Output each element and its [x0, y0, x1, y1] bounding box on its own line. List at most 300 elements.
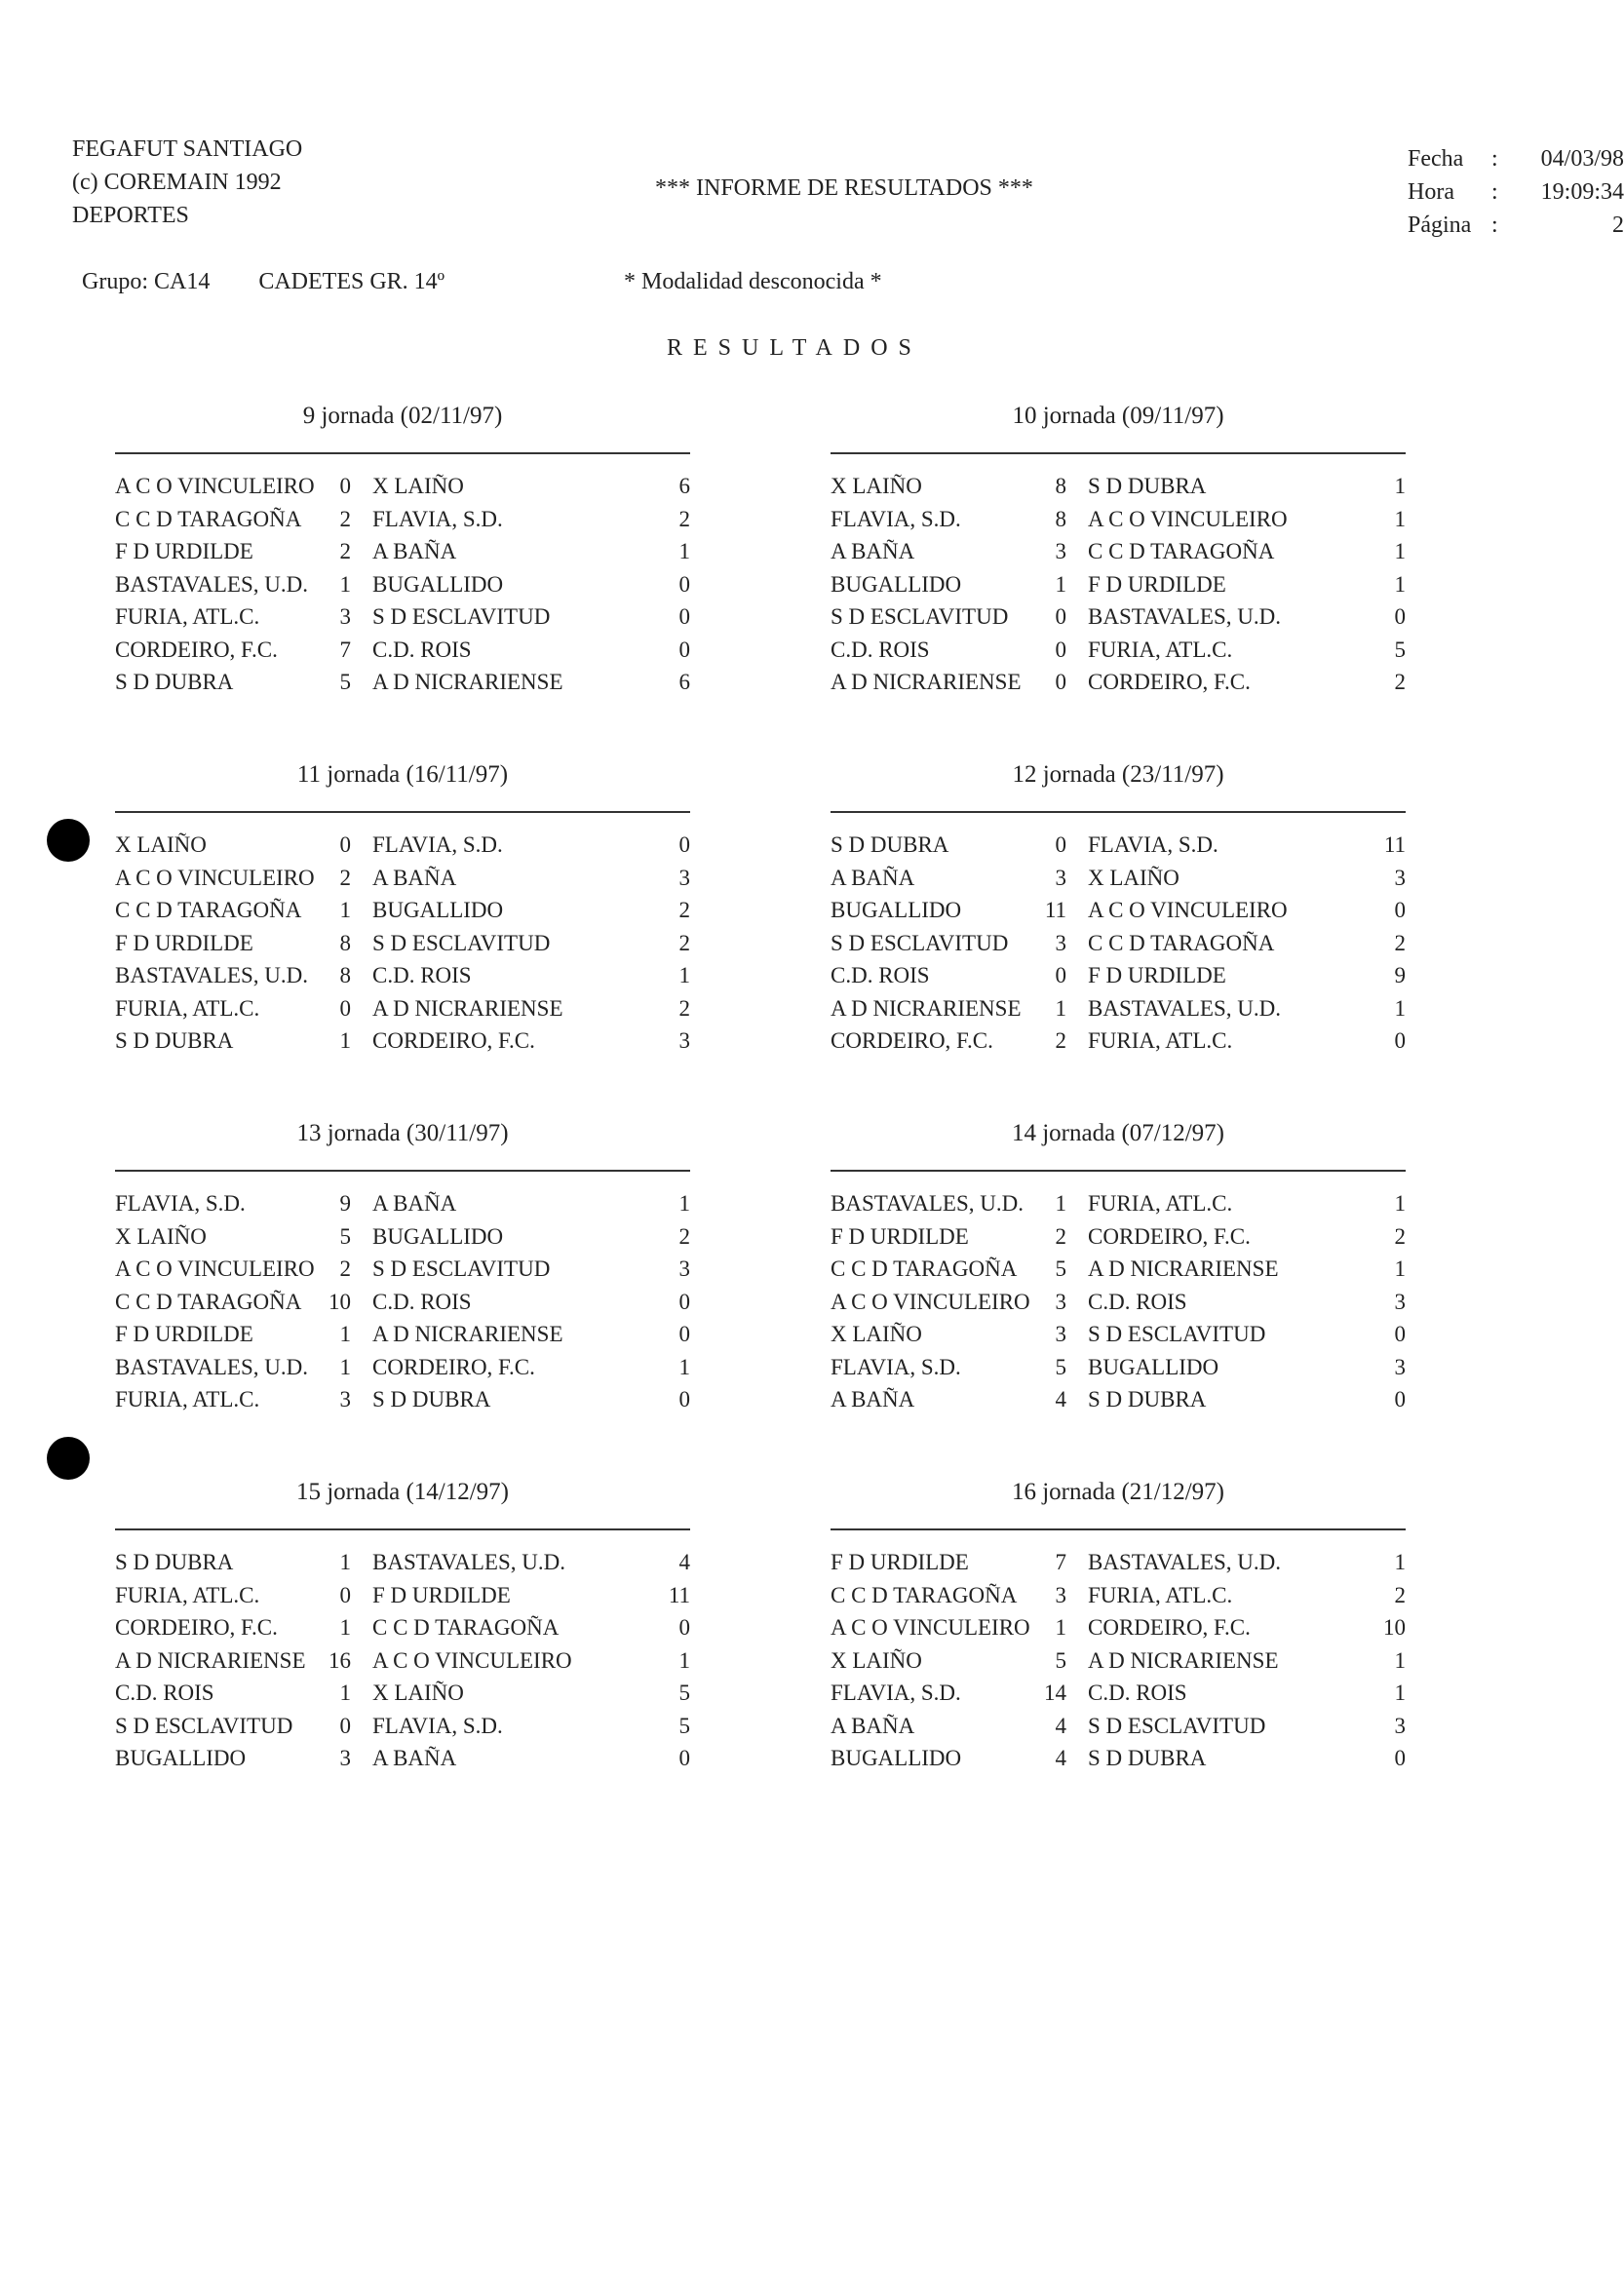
home-score: 0 — [1055, 604, 1066, 629]
match-row — [115, 1677, 690, 1710]
away-score: 0 — [1394, 898, 1406, 922]
match-row — [831, 1286, 1406, 1319]
away-team: BASTAVALES, U.D. — [1088, 1550, 1281, 1574]
match-row — [831, 1710, 1406, 1743]
home-score: 0 — [339, 995, 351, 1021]
home-score: 5 — [1055, 1354, 1066, 1379]
away-score: 2 — [1394, 930, 1406, 955]
home-score: 11 — [1044, 898, 1066, 922]
meta-page-label: Página — [1408, 213, 1472, 238]
home-score: 2 — [339, 1256, 351, 1281]
match-row — [831, 1742, 1406, 1775]
home-team: FURIA, ATL.C. — [115, 1582, 260, 1607]
match-row — [831, 862, 1406, 895]
home-team: A C O VINCULEIRO — [115, 474, 315, 498]
match-row — [831, 1383, 1406, 1416]
away-score: 11 — [1383, 832, 1406, 857]
home-score: 3 — [1055, 1322, 1066, 1346]
home-score: 2 — [1055, 1028, 1066, 1053]
home-team: C.D. ROIS — [831, 637, 930, 662]
home-team: S D ESCLAVITUD — [115, 1713, 293, 1738]
match-row — [115, 1253, 690, 1286]
match-row — [831, 503, 1406, 536]
home-score: 7 — [339, 637, 351, 662]
away-team: CORDEIRO, F.C. — [1088, 670, 1251, 694]
away-score: 0 — [1394, 604, 1406, 629]
modality-line: * Modalidad desconocida * — [624, 269, 882, 294]
away-team: C.D. ROIS — [1088, 1681, 1187, 1705]
away-score: 0 — [1394, 1322, 1406, 1346]
away-score: 1 — [1394, 1681, 1406, 1705]
home-score: 0 — [339, 1582, 351, 1607]
home-team: F D URDILDE — [115, 539, 253, 563]
match-row — [831, 535, 1406, 568]
away-team: A D NICRARIENSE — [372, 995, 563, 1021]
match-row — [831, 470, 1406, 503]
meta-separator: : — [1491, 146, 1498, 172]
away-score: 0 — [1394, 1028, 1406, 1053]
home-score: 8 — [1055, 474, 1066, 498]
home-team: FLAVIA, S.D. — [831, 506, 961, 531]
away-score: 4 — [678, 1550, 690, 1574]
match-row — [115, 634, 690, 667]
away-score: 6 — [678, 474, 690, 498]
away-score: 2 — [1394, 1223, 1406, 1249]
match-row — [831, 568, 1406, 601]
home-team: CORDEIRO, F.C. — [831, 1028, 993, 1053]
away-team: A C O VINCULEIRO — [1088, 898, 1288, 922]
meta-date-value: 04/03/98 — [1540, 146, 1624, 172]
home-team: C C D TARAGOÑA — [831, 1256, 1018, 1281]
home-team: BUGALLIDO — [115, 1746, 247, 1770]
match-row — [115, 470, 690, 503]
jornada-divider — [831, 1528, 1406, 1530]
home-score: 1 — [1055, 571, 1066, 597]
away-team: CORDEIRO, F.C. — [372, 1028, 535, 1053]
meta-time-value: 19:09:34 — [1540, 179, 1624, 205]
home-team: A D NICRARIENSE — [831, 995, 1022, 1021]
match-row — [115, 1025, 690, 1058]
home-score: 2 — [1055, 1223, 1066, 1249]
home-team: C C D TARAGOÑA — [115, 898, 302, 922]
match-list — [115, 829, 690, 1058]
home-score: 4 — [1055, 1713, 1066, 1738]
home-team: FLAVIA, S.D. — [831, 1354, 961, 1379]
away-team: C.D. ROIS — [372, 1289, 472, 1314]
away-team: X LAIÑO — [372, 474, 464, 498]
away-score: 6 — [678, 670, 690, 694]
home-team: S D ESCLAVITUD — [831, 930, 1009, 955]
org-name: FEGAFUT SANTIAGO — [72, 136, 303, 162]
away-score: 1 — [1394, 539, 1406, 563]
home-team: A C O VINCULEIRO — [115, 865, 315, 890]
match-row — [831, 634, 1406, 667]
home-team: FLAVIA, S.D. — [115, 1191, 246, 1216]
away-score: 0 — [678, 1387, 690, 1411]
home-score: 7 — [1055, 1550, 1066, 1574]
away-score: 5 — [678, 1713, 690, 1738]
match-list — [115, 1187, 690, 1416]
match-row — [831, 1677, 1406, 1710]
home-score: 0 — [1055, 637, 1066, 662]
away-team: C C D TARAGOÑA — [372, 1615, 560, 1640]
match-row — [831, 1187, 1406, 1220]
home-score: 3 — [1055, 930, 1066, 955]
home-team: BASTAVALES, U.D. — [831, 1191, 1024, 1216]
home-team: C C D TARAGOÑA — [831, 1582, 1018, 1607]
match-row — [831, 1546, 1406, 1579]
away-score: 1 — [678, 539, 690, 563]
away-score: 3 — [678, 1256, 690, 1281]
home-score: 14 — [1044, 1681, 1066, 1705]
away-team: C.D. ROIS — [372, 963, 472, 987]
meta-date — [1408, 142, 1624, 175]
away-team: A BAÑA — [372, 1746, 457, 1770]
home-score: 5 — [339, 670, 351, 694]
home-team: A C O VINCULEIRO — [831, 1615, 1030, 1640]
home-team: F D URDILDE — [115, 1322, 253, 1346]
away-team: C C D TARAGOÑA — [1088, 539, 1275, 563]
away-team: BUGALLIDO — [1088, 1354, 1219, 1379]
jornada-divider — [115, 452, 690, 454]
away-team: A D NICRARIENSE — [1088, 1256, 1279, 1281]
away-team: S D DUBRA — [1088, 1746, 1207, 1770]
away-score: 2 — [678, 995, 690, 1021]
meta-date-label: Fecha — [1408, 146, 1464, 172]
away-team: A C O VINCULEIRO — [372, 1647, 572, 1673]
away-score: 0 — [678, 571, 690, 597]
match-row — [831, 959, 1406, 992]
home-score: 3 — [339, 1746, 351, 1770]
home-score: 1 — [339, 1322, 351, 1346]
jornada-divider — [831, 1170, 1406, 1172]
away-team: S D DUBRA — [372, 1387, 491, 1411]
home-score: 3 — [1055, 1289, 1066, 1314]
match-row — [831, 1220, 1406, 1254]
report-meta — [1408, 142, 1624, 242]
away-score: 2 — [678, 1223, 690, 1249]
home-score: 0 — [339, 1713, 351, 1738]
home-score: 8 — [1055, 506, 1066, 531]
match-row — [831, 600, 1406, 634]
away-score: 1 — [678, 1354, 690, 1379]
home-score: 4 — [1055, 1387, 1066, 1411]
away-team: FURIA, ATL.C. — [1088, 1582, 1233, 1607]
match-row — [115, 959, 690, 992]
home-score: 1 — [1055, 1615, 1066, 1640]
home-team: A D NICRARIENSE — [831, 670, 1022, 694]
match-row — [115, 1220, 690, 1254]
section-title: RESULTADOS — [667, 335, 922, 361]
home-team: BASTAVALES, U.D. — [115, 571, 308, 597]
away-team: S D DUBRA — [1088, 1387, 1207, 1411]
jornada-divider — [115, 811, 690, 813]
match-row — [831, 829, 1406, 862]
match-row — [115, 1318, 690, 1351]
group-category: CADETES GR. 14º — [258, 269, 445, 294]
home-team: S D DUBRA — [115, 1028, 234, 1053]
match-row — [115, 1546, 690, 1579]
away-score: 2 — [678, 898, 690, 922]
home-score: 2 — [339, 539, 351, 563]
away-team: CORDEIRO, F.C. — [1088, 1615, 1251, 1640]
match-row — [115, 1742, 690, 1775]
away-team: CORDEIRO, F.C. — [1088, 1223, 1251, 1249]
jornada-title: 9 jornada (02/11/97) — [302, 403, 503, 429]
away-score: 1 — [1394, 995, 1406, 1021]
match-row — [831, 1025, 1406, 1058]
away-team: S D ESCLAVITUD — [372, 930, 551, 955]
home-score: 1 — [339, 1615, 351, 1640]
home-score: 3 — [1055, 539, 1066, 563]
home-team: S D ESCLAVITUD — [831, 604, 1009, 629]
away-team: A D NICRARIENSE — [372, 1322, 563, 1346]
home-team: FURIA, ATL.C. — [115, 1387, 260, 1411]
home-team: F D URDILDE — [831, 1223, 969, 1249]
home-team: S D DUBRA — [831, 832, 949, 857]
away-score: 3 — [1394, 1713, 1406, 1738]
home-score: 8 — [339, 963, 351, 987]
match-row — [115, 535, 690, 568]
home-score: 10 — [329, 1289, 351, 1314]
home-score: 8 — [339, 930, 351, 955]
home-team: A BAÑA — [831, 865, 915, 890]
away-score: 5 — [1394, 637, 1406, 662]
away-team: A BAÑA — [372, 1191, 457, 1216]
away-team: X LAIÑO — [1088, 865, 1179, 890]
jornada-title: 10 jornada (09/11/97) — [1012, 403, 1224, 429]
home-score: 5 — [1055, 1647, 1066, 1673]
away-team: C.D. ROIS — [1088, 1289, 1187, 1314]
group-label: Grupo: CA14 — [82, 269, 211, 294]
copyright-line: (c) COREMAIN 1992 — [72, 170, 282, 195]
home-team: S D DUBRA — [115, 1550, 234, 1574]
home-team: S D DUBRA — [115, 670, 234, 694]
away-team: F D URDILDE — [1088, 571, 1226, 597]
away-team: A BAÑA — [372, 539, 457, 563]
match-row — [831, 1611, 1406, 1644]
away-score: 0 — [678, 637, 690, 662]
away-team: C.D. ROIS — [372, 637, 472, 662]
home-team: FLAVIA, S.D. — [831, 1681, 961, 1705]
home-team: A D NICRARIENSE — [115, 1647, 306, 1673]
home-team: A BAÑA — [831, 1387, 915, 1411]
away-team: A C O VINCULEIRO — [1088, 506, 1288, 531]
match-row — [115, 829, 690, 862]
department-line: DEPORTES — [72, 203, 189, 228]
home-score: 0 — [339, 474, 351, 498]
away-score: 11 — [668, 1582, 690, 1607]
home-score: 1 — [339, 1354, 351, 1379]
home-team: F D URDILDE — [115, 930, 253, 955]
home-team: X LAIÑO — [831, 474, 922, 498]
match-row — [831, 894, 1406, 927]
home-score: 1 — [339, 1550, 351, 1574]
match-row — [115, 862, 690, 895]
match-row — [115, 503, 690, 536]
away-team: A BAÑA — [372, 865, 457, 890]
home-score: 0 — [1055, 832, 1066, 857]
home-team: F D URDILDE — [831, 1550, 969, 1574]
away-team: F D URDILDE — [1088, 963, 1226, 987]
match-row — [115, 927, 690, 960]
home-team: FURIA, ATL.C. — [115, 604, 260, 629]
home-score: 0 — [1055, 963, 1066, 987]
match-row — [115, 600, 690, 634]
home-score: 16 — [329, 1647, 351, 1673]
home-team: BASTAVALES, U.D. — [115, 1354, 308, 1379]
home-score: 1 — [1055, 995, 1066, 1021]
meta-time — [1408, 175, 1624, 209]
home-score: 1 — [1055, 1191, 1066, 1216]
home-score: 9 — [339, 1191, 351, 1216]
away-score: 1 — [1394, 1191, 1406, 1216]
away-score: 1 — [678, 963, 690, 987]
away-team: X LAIÑO — [372, 1681, 464, 1705]
away-team: FLAVIA, S.D. — [372, 832, 503, 857]
away-team: FURIA, ATL.C. — [1088, 637, 1233, 662]
match-row — [831, 1253, 1406, 1286]
home-team: CORDEIRO, F.C. — [115, 1615, 278, 1640]
away-team: FURIA, ATL.C. — [1088, 1028, 1233, 1053]
away-score: 1 — [1394, 571, 1406, 597]
away-team: FLAVIA, S.D. — [1088, 832, 1218, 857]
away-score: 0 — [678, 1322, 690, 1346]
away-score: 3 — [678, 1028, 690, 1053]
jornada-title: 13 jornada (30/11/97) — [296, 1120, 509, 1146]
home-team: X LAIÑO — [115, 1223, 207, 1249]
meta-separator: : — [1491, 213, 1498, 238]
jornada-title: 16 jornada (21/12/97) — [1011, 1479, 1224, 1505]
match-row — [831, 1318, 1406, 1351]
away-score: 1 — [1394, 474, 1406, 498]
match-row — [115, 1710, 690, 1743]
match-list — [115, 1546, 690, 1775]
home-team: X LAIÑO — [115, 832, 207, 857]
match-list — [831, 470, 1406, 699]
away-team: F D URDILDE — [372, 1582, 511, 1607]
away-score: 0 — [1394, 1387, 1406, 1411]
match-row — [115, 1579, 690, 1612]
home-team: A BAÑA — [831, 1713, 915, 1738]
away-team: BUGALLIDO — [372, 898, 504, 922]
away-score: 1 — [678, 1647, 690, 1673]
home-score: 1 — [339, 1028, 351, 1053]
away-score: 1 — [1394, 1647, 1406, 1673]
home-score: 5 — [1055, 1256, 1066, 1281]
home-score: 3 — [1055, 865, 1066, 890]
away-team: S D ESCLAVITUD — [372, 604, 551, 629]
home-score: 0 — [339, 832, 351, 857]
away-team: FLAVIA, S.D. — [372, 506, 503, 531]
match-row — [115, 1187, 690, 1220]
away-score: 2 — [1394, 670, 1406, 694]
away-team: BASTAVALES, U.D. — [1088, 995, 1281, 1021]
away-score: 0 — [678, 1746, 690, 1770]
away-score: 9 — [1394, 963, 1406, 987]
home-team: BUGALLIDO — [831, 1746, 962, 1770]
meta-separator: : — [1491, 179, 1498, 205]
home-score: 3 — [1055, 1582, 1066, 1607]
away-score: 1 — [1394, 506, 1406, 531]
match-row — [115, 1383, 690, 1416]
jornada-divider — [115, 1528, 690, 1530]
match-row — [115, 666, 690, 699]
away-score: 3 — [1394, 1354, 1406, 1379]
match-row — [115, 1286, 690, 1319]
home-score: 2 — [339, 506, 351, 531]
meta-time-label: Hora — [1408, 179, 1454, 205]
away-score: 0 — [678, 832, 690, 857]
jornada-title: 15 jornada (14/12/97) — [295, 1479, 509, 1505]
away-team: FURIA, ATL.C. — [1088, 1191, 1233, 1216]
away-score: 10 — [1383, 1615, 1406, 1640]
away-team: BUGALLIDO — [372, 571, 504, 597]
match-row — [115, 894, 690, 927]
group-line — [82, 269, 487, 295]
away-team: A D NICRARIENSE — [1088, 1647, 1279, 1673]
away-score: 2 — [678, 930, 690, 955]
jornada-divider — [115, 1170, 690, 1172]
away-team: C C D TARAGOÑA — [1088, 930, 1275, 955]
home-score: 2 — [339, 865, 351, 890]
home-team: C.D. ROIS — [115, 1681, 214, 1705]
away-score: 5 — [678, 1681, 690, 1705]
away-score: 2 — [1394, 1582, 1406, 1607]
home-team: C.D. ROIS — [831, 963, 930, 987]
home-team: X LAIÑO — [831, 1647, 922, 1673]
away-score: 0 — [678, 1615, 690, 1640]
home-team: C C D TARAGOÑA — [115, 1289, 302, 1314]
match-row — [831, 1579, 1406, 1612]
punch-hole — [47, 1437, 90, 1480]
match-row — [831, 992, 1406, 1025]
away-score: 1 — [678, 1191, 690, 1216]
match-list — [831, 829, 1406, 1058]
match-list — [831, 1187, 1406, 1416]
punch-hole — [47, 819, 90, 862]
away-score: 0 — [1394, 1746, 1406, 1770]
away-score: 0 — [678, 604, 690, 629]
home-team: CORDEIRO, F.C. — [115, 637, 278, 662]
away-score: 1 — [1394, 1550, 1406, 1574]
away-score: 0 — [678, 1289, 690, 1314]
home-score: 3 — [339, 604, 351, 629]
home-team: C C D TARAGOÑA — [115, 506, 302, 531]
home-team: BUGALLIDO — [831, 571, 962, 597]
match-list — [831, 1546, 1406, 1775]
home-score: 4 — [1055, 1746, 1066, 1770]
away-team: S D ESCLAVITUD — [1088, 1322, 1266, 1346]
home-team: FURIA, ATL.C. — [115, 995, 260, 1021]
match-row — [831, 927, 1406, 960]
match-row — [115, 1644, 690, 1678]
away-team: S D DUBRA — [1088, 474, 1207, 498]
home-team: BUGALLIDO — [831, 898, 962, 922]
away-score: 1 — [1394, 1256, 1406, 1281]
home-team: A C O VINCULEIRO — [115, 1256, 315, 1281]
home-team: BASTAVALES, U.D. — [115, 963, 308, 987]
jornada-title: 14 jornada (07/12/97) — [1011, 1120, 1224, 1146]
away-team: CORDEIRO, F.C. — [372, 1354, 535, 1379]
away-score: 3 — [1394, 865, 1406, 890]
home-score: 1 — [339, 571, 351, 597]
match-row — [831, 666, 1406, 699]
home-score: 1 — [339, 898, 351, 922]
match-row — [831, 1351, 1406, 1384]
away-team: S D ESCLAVITUD — [1088, 1713, 1266, 1738]
home-score: 0 — [1055, 670, 1066, 694]
